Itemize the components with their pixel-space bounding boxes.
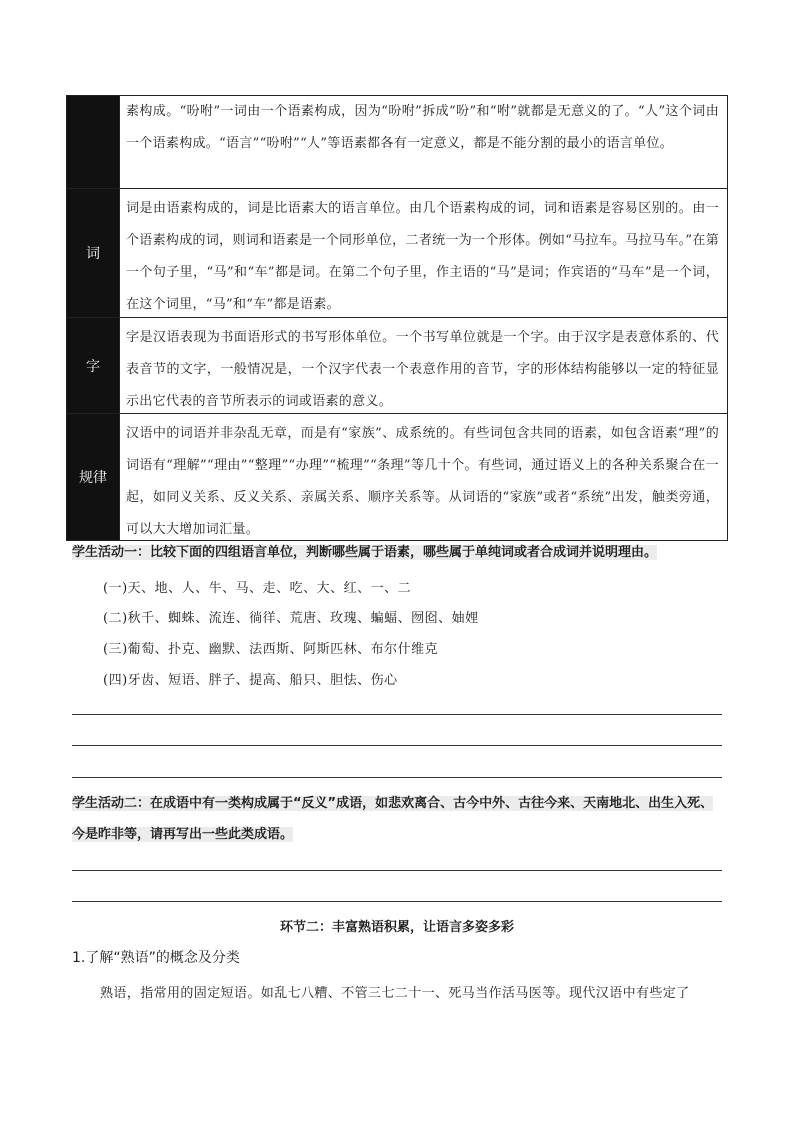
answer-line[interactable] [72, 777, 722, 778]
answer-line[interactable] [72, 714, 722, 715]
group-three: (三)葡萄、扑克、幽默、法西斯、阿斯匹林、布尔什维克 [103, 642, 439, 657]
row-label [67, 96, 119, 188]
row-content: 汉语中的词语并非杂乱无章，而是有“家族”、成系统的。有些词包含共同的语素，如包含语素“理”的词语有“理解”“理由”“整理”“办理”“梳理”“条理”等几十个。有些词，通过语义上的各种关系聚合在一起，如同义关系、反义关系、亲属关系、顺序关系等。从词语的“家族”或者“系统”出发，触类旁通，可以大大增加词汇量。 [119, 414, 727, 540]
row-content: 素构成。“吩咐”一词由一个语素构成，因为“吩咐”拆成“吩”和“咐”就都是无意义的了。“人”这个词由一个语素构成。“语言”“吩咐”“人”等语素都各有一定意义，都是不能分割的最小的语言单位。 [119, 96, 727, 188]
body-paragraph: 熟语，指常用的固定短语。如乱七八糟、不管三七二十一、死马当作活马医等。现代汉语中有些定了 [100, 986, 690, 1001]
activity-one-prompt: 学生活动一：比较下面的四组语言单位，判断哪些属于语素，哪些属于单纯词或者合成词并说明理由。 [72, 545, 658, 560]
group-one: (一)天、地、人、牛、马、走、吃、大、红、一、二 [103, 581, 412, 596]
group-two: (二)秋千、蜘蛛、流连、徜徉、荒唐、玫瑰、蝙蝠、囫囵、妯娌 [103, 611, 479, 626]
table-row [66, 414, 728, 541]
row-content: 字是汉语表现为书面语形式的书写形体单位。一个书写单位就是一个字。由于汉字是表意体系的、代表音节的文字，一般情况是，一个汉字代表一个表意作用的音节，字的形体结构能够以一定的特征显示出它代表的音节所表示的词或语素的意义。 [119, 318, 727, 413]
row-label: 词 [67, 189, 119, 317]
row-label: 字 [67, 318, 119, 413]
word-unit-table [66, 95, 728, 541]
answer-line[interactable] [72, 870, 722, 871]
section-title: 环节二：丰富熟语积累，让语言多姿多彩 [279, 920, 514, 935]
subsection-heading: 1.了解“熟语”的概念及分类 [72, 950, 240, 966]
answer-line[interactable] [72, 901, 722, 902]
table-row [66, 95, 728, 189]
group-four: (四)牙齿、短语、胖子、提高、船只、胆怯、伤心 [103, 673, 398, 688]
row-content: 词是由语素构成的，词是比语素大的语言单位。由几个语素构成的词，词和语素是容易区别的。由一个语素构成的词，则词和语素是一个同形单位，二者统一为一个形体。例如“马拉车。马拉马车。”在第一个句子里，“马”和“车”都是词。在第二个句子里，作主语的“马”是词；作宾语的“马车”是一个词，在这个词里，“马”和“车”都是语素。 [119, 189, 727, 317]
activity-two-prompt: 学生活动二：在成语中有一类构成属于“反义”成语，如悲欢离合、古今中外、古往今来、天南地北、出生入死、今是昨非等，请再写出一些此类成语。 [72, 796, 714, 842]
table-row [66, 189, 728, 318]
row-label: 规律 [67, 414, 119, 540]
table-row [66, 318, 728, 414]
answer-line[interactable] [72, 745, 722, 746]
